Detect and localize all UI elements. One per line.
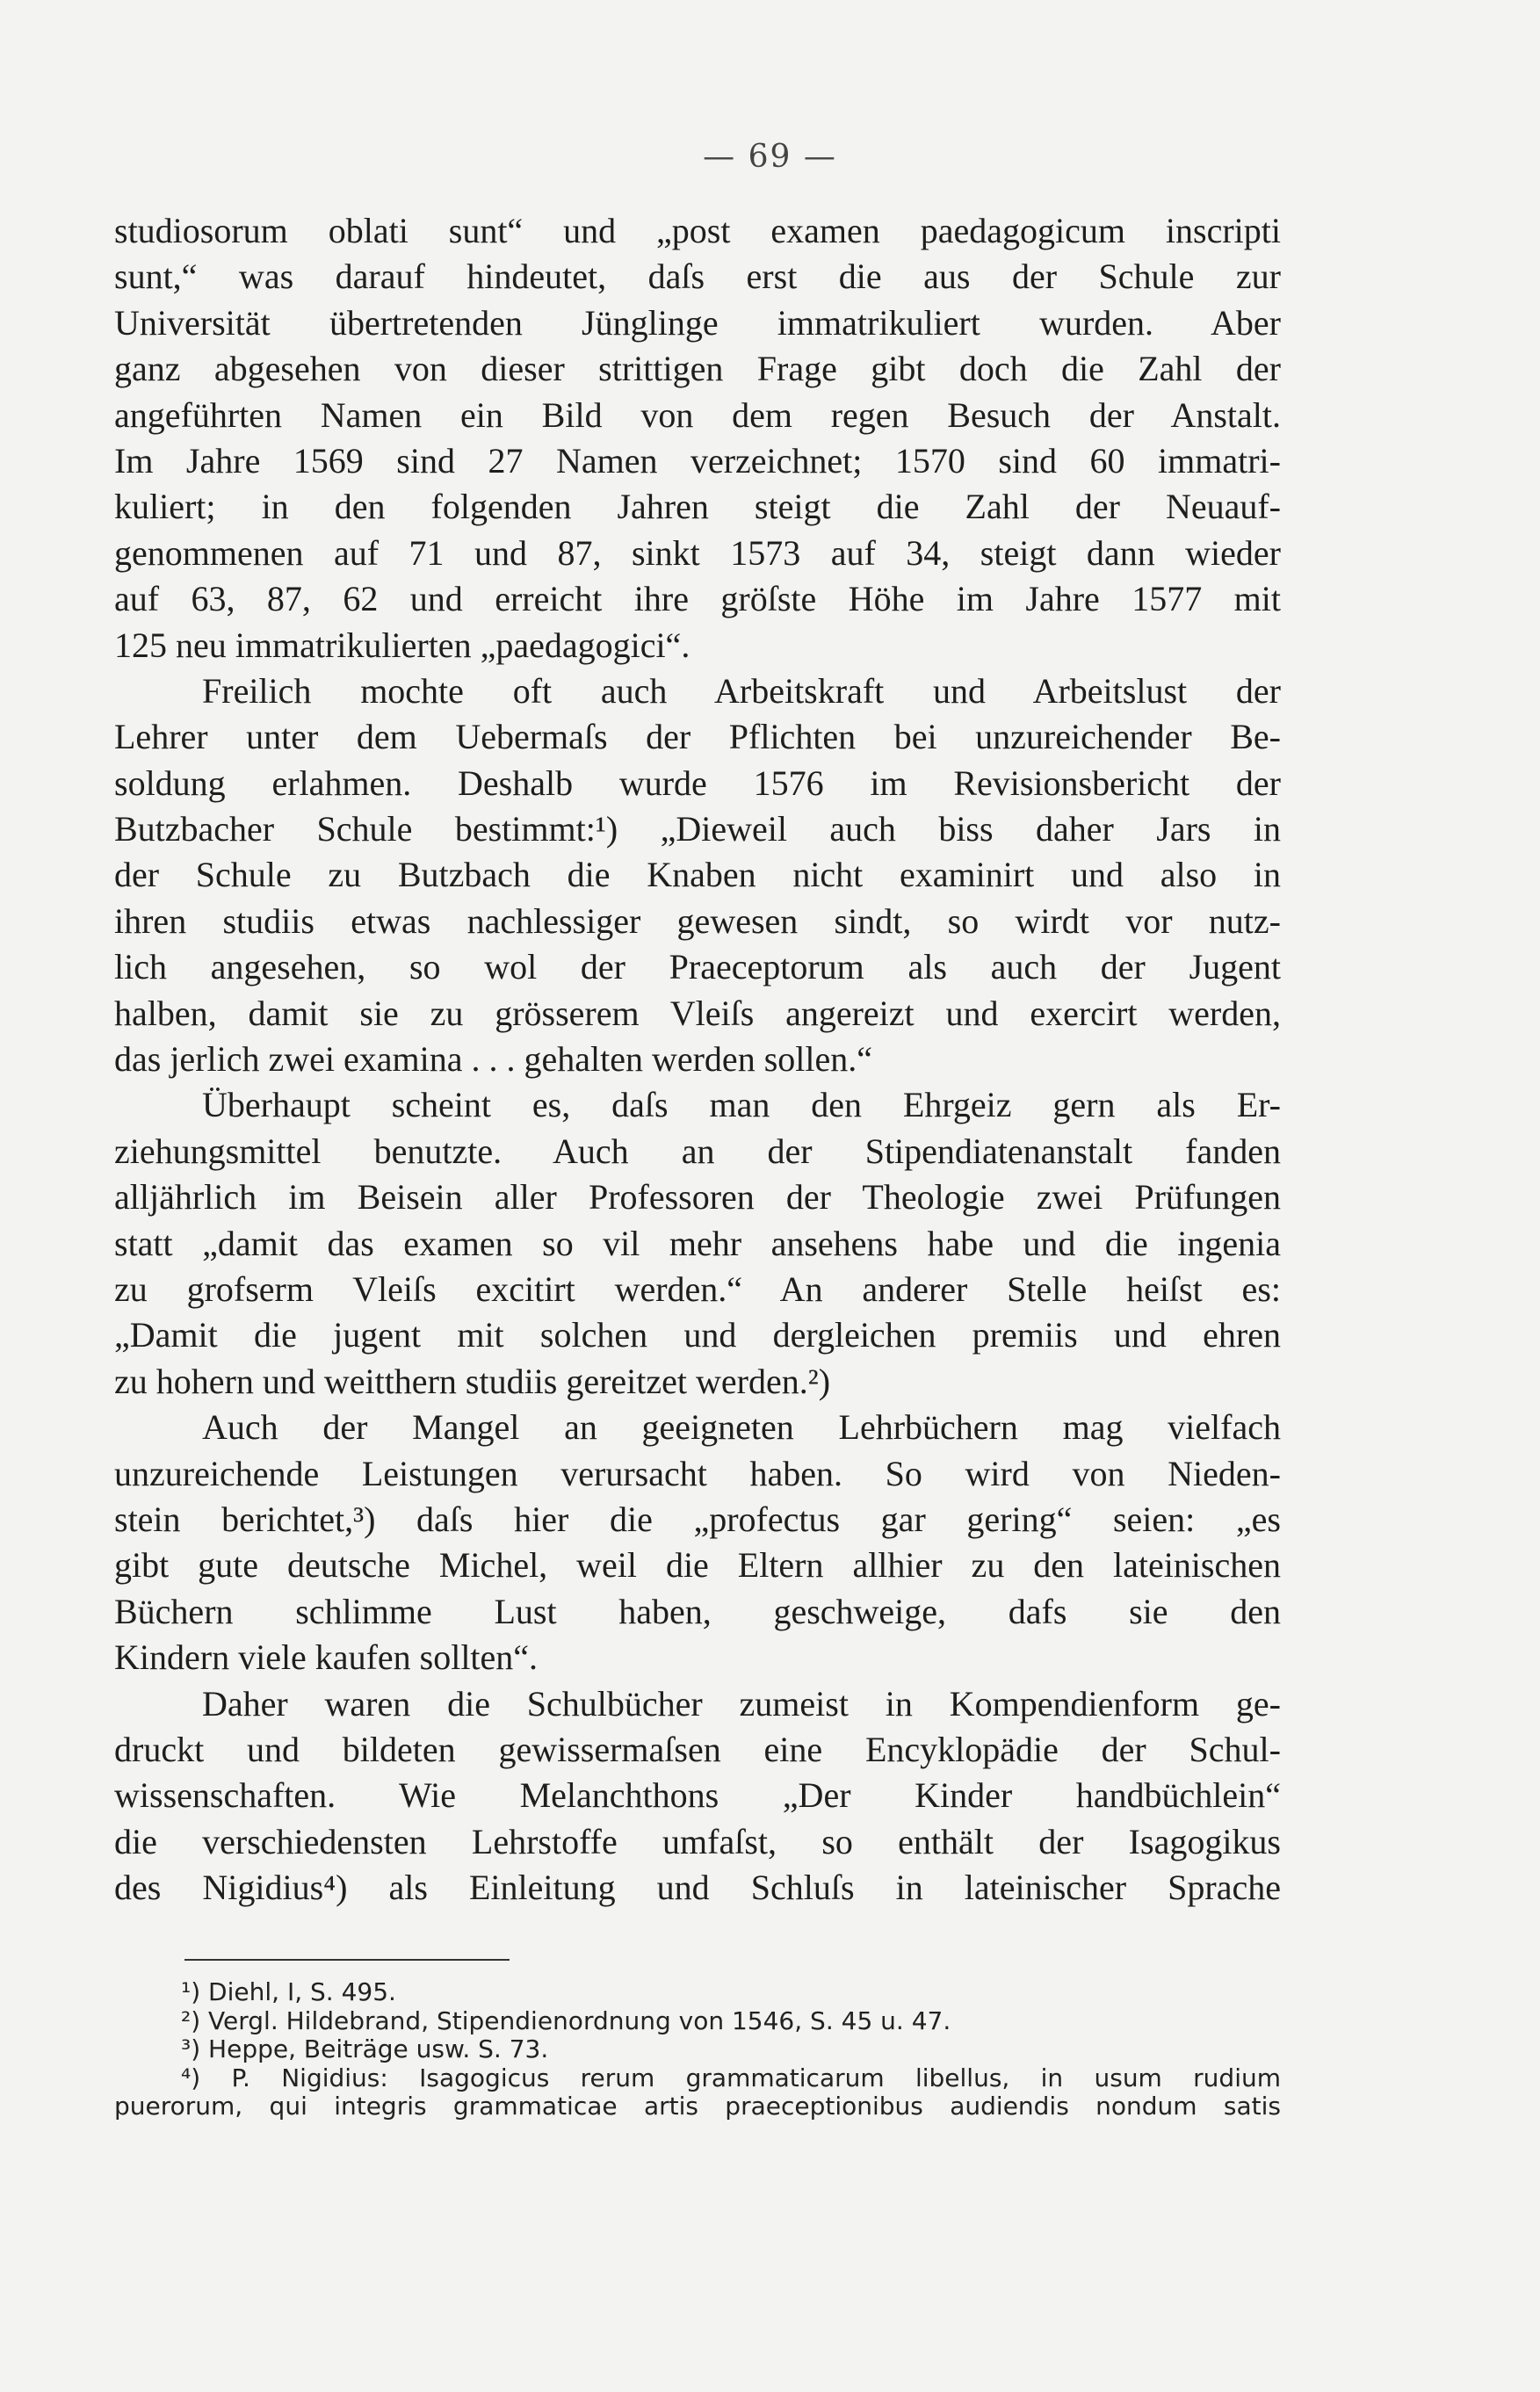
text-line: druckt und bildeten gewissermaſsen eine Encyklopädie der Schul- <box>114 1729 1281 1769</box>
text-line: ihren studiis etwas nachlessiger gewesen sindt, so wirdt vor nutz- <box>114 900 1281 941</box>
text-line: lich angesehen, so wol der Praeceptorum als auch der Jugent <box>114 947 1281 987</box>
text-line: ganz abgesehen von dieser strittigen Frage gibt doch die Zahl der <box>114 349 1281 389</box>
text-line: „Damit die jugent mit solchen und dergleichen premiis und ehren <box>114 1315 1281 1355</box>
text-line: sunt,“ was darauf hindeutet, daſs erst die aus der Schule zur <box>114 257 1281 297</box>
footnote-line: ²) Vergl. Hildebrand, Stipendienordnung von 1546, S. 45 u. 47. <box>181 2005 951 2035</box>
page-number: — 69 — <box>703 139 837 175</box>
text-line: Freilich mochte oft auch Arbeitskraft und Arbeitslust der <box>202 670 1281 711</box>
text-line: Büchern schlimme Lust haben, geschweige, dafs sie den <box>114 1591 1281 1631</box>
text-line: ziehungsmittel benutzte. Auch an der Stipendiatenanstalt fanden <box>114 1131 1281 1171</box>
footnote-line: puerorum, qui integris grammaticae artis praeceptionibus audiendis nondum satis <box>114 2092 1281 2121</box>
text-line: halben, damit sie zu grösserem Vleiſs angereizt und exercirt werden, <box>114 993 1281 1033</box>
text-line: Kindern viele kaufen sollten“. <box>114 1637 539 1678</box>
text-line: auf 63, 87, 62 und erreicht ihre gröſste Höhe im Jahre 1577 mit <box>114 579 1281 619</box>
footnote-line: ¹) Diehl, I, S. 495. <box>181 1977 396 2006</box>
footnote-line: ³) Heppe, Beiträge usw. S. 73. <box>181 2034 549 2063</box>
text-line: des Nigidius⁴) als Einleitung und Schluſs in lateinischer Sprache <box>114 1868 1281 1908</box>
body-text <box>114 208 1281 1911</box>
text-line: stein berichtet,³) daſs hier die „profectus gar gering“ seien: „es <box>114 1499 1281 1539</box>
text-line: statt „damit das examen so vil mehr ansehens habe und die ingenia <box>114 1223 1281 1263</box>
text-line: die verschiedensten Lehrstoffe umfaſst, so enthält der Isagogikus <box>114 1821 1281 1861</box>
text-line: 125 neu immatrikulierten „paedagogici“. <box>114 625 690 665</box>
text-line: unzureichende Leistungen verursacht haben. So wird von Nieden- <box>114 1453 1281 1493</box>
text-line: genommenen auf 71 und 87, sinkt 1573 auf 34, steigt dann wieder <box>114 532 1281 573</box>
text-line: zu hohern und weitthern studiis gereitzet werden.²) <box>114 1361 831 1401</box>
text-line: das jerlich zwei examina . . . gehalten werden sollen.“ <box>114 1039 872 1080</box>
footnote-line: ⁴) P. Nigidius: Isagogicus rerum grammaticarum libellus, in usum rudium <box>181 2063 1281 2092</box>
text-line: Daher waren die Schulbücher zumeist in Kompendienform ge- <box>202 1683 1281 1724</box>
text-line: Auch der Mangel an geeigneten Lehrbüchern mag vielfach <box>202 1407 1281 1448</box>
text-line: wissenschaften. Wie Melanchthons „Der Kinder handbüchlein“ <box>114 1775 1281 1816</box>
text-line: Universität übertretenden Jünglinge immatrikuliert wurden. Aber <box>114 302 1281 343</box>
text-line: Überhaupt scheint es, daſs man den Ehrgeiz gern als Er- <box>202 1085 1281 1125</box>
text-line: soldung erlahmen. Deshalb wurde 1576 im Revisionsbericht der <box>114 762 1281 803</box>
text-line: alljährlich im Beisein aller Professoren der Theologie zwei Prüfungen <box>114 1177 1281 1218</box>
text-line: Im Jahre 1569 sind 27 Namen verzeichnet; 1570 sind 60 immatri- <box>114 440 1281 481</box>
text-line: studiosorum oblati sunt“ und „post examen paedagogicum inscripti <box>114 211 1281 250</box>
text-line: kuliert; in den folgenden Jahren steigt die Zahl der Neuauf- <box>114 487 1281 527</box>
text-line: Butzbacher Schule bestimmt:¹) „Dieweil auch biss daher Jars in <box>114 809 1281 849</box>
text-line: zu grofserm Vleiſs excitirt werden.“ An anderer Stelle heiſst es: <box>114 1268 1281 1309</box>
text-line: der Schule zu Butzbach die Knaben nicht examinirt und also in <box>114 855 1281 895</box>
footnotes <box>114 1978 1281 2121</box>
footnote-divider <box>184 1959 510 1961</box>
text-line: angeführten Namen ein Bild von dem regen Besuch der Anstalt. <box>114 394 1281 435</box>
text-line: Lehrer unter dem Uebermaſs der Pflichten bei unzureichender Be- <box>114 717 1281 757</box>
text-line: gibt gute deutsche Michel, weil die Eltern allhier zu den lateinischen <box>114 1545 1281 1586</box>
